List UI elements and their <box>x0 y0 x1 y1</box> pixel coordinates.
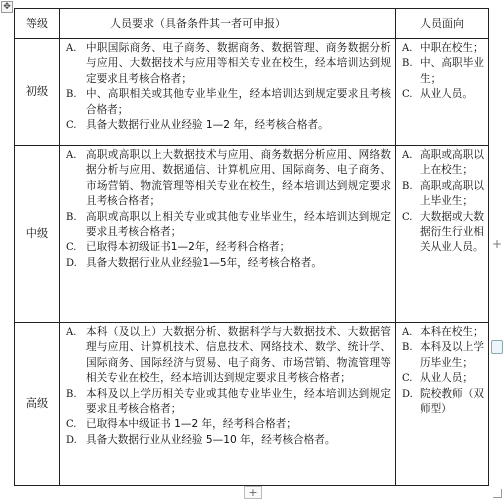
item-label: B. <box>402 342 413 354</box>
audience-cell <box>396 323 489 486</box>
requirement-item <box>66 87 391 118</box>
requirement-cell <box>60 323 396 486</box>
audience-cell <box>396 39 489 146</box>
item-text: 高职或高职以上毕业生； <box>420 179 484 208</box>
item-text: 中、高职毕业生； <box>420 57 484 85</box>
level-cell: 高级 <box>15 323 60 486</box>
item-text: 中、高职相关或其他专业毕业生，经本培训达到规定要求且考核合格者； <box>86 88 391 116</box>
table-move-handle-icon[interactable]: ✥ <box>1 1 13 13</box>
requirement-cell <box>60 39 396 146</box>
requirement-item <box>66 210 391 241</box>
audience-item <box>402 340 484 371</box>
item-label: A. <box>66 150 77 161</box>
item-label: A. <box>66 43 77 54</box>
item-text: 具备大数据行业从业经验 5—10 年，经考核合格者。 <box>86 433 336 446</box>
requirement-item <box>66 41 391 87</box>
item-label: C. <box>66 419 77 431</box>
audience-item <box>402 179 484 210</box>
certificate-level-table <box>14 8 489 486</box>
item-label: A. <box>402 327 413 338</box>
level-cell: 中级 <box>15 146 60 323</box>
requirement-item <box>66 256 391 271</box>
item-text: 已取得本中级证书 1—2 年，经考科合格者； <box>86 418 297 431</box>
header-level: 等级 <box>15 9 60 39</box>
item-label: B. <box>66 211 77 223</box>
item-text: 院校教师（双师型） <box>420 387 484 416</box>
item-label: D. <box>402 388 413 400</box>
item-label: B. <box>402 58 413 70</box>
item-label: C. <box>402 373 413 385</box>
requirement-item <box>66 387 391 418</box>
table-resize-handle-icon[interactable] <box>493 489 502 498</box>
item-text: 本科在校生； <box>420 326 484 338</box>
item-label: A. <box>66 327 77 338</box>
table-row <box>15 146 489 323</box>
item-label: B. <box>66 388 77 400</box>
item-label: C. <box>66 120 77 132</box>
item-text: 高职或高职以上大数据技术与应用、商务数据分析应用、网络数据分析与应用、数据通信、计算机应用、国际商务、电子商务、市场营销、物流管理等相关专业在校生，经本培训达到规定要求且考核合格者； <box>86 149 391 208</box>
level-cell: 初级 <box>15 39 60 146</box>
audience-item <box>402 325 484 340</box>
item-text: 本科及以上学历毕业生； <box>420 341 484 369</box>
requirement-item <box>66 417 391 432</box>
item-text: 中职国际商务、电子商务、数据商务、数据管理、商务数据分析与应用、大数据技术与应用等相关专业在校生，经本培训达到规定要求且考核合格者； <box>86 42 391 85</box>
item-label: C. <box>402 211 413 223</box>
item-text: 本科（及以上）大数据分析、数据科学与大数据技术、大数据管理与应用、计算机技术、信息技术、网络技术、数学、统计学、国际商务、国际经济与贸易、电子商务、市场营销、物流管理等相关专业在校生，经本培训达到规定要求且考核合格者； <box>86 326 391 385</box>
requirement-item <box>66 325 391 387</box>
item-text: 具备大数据行业从业经验1—5年，经考核合格者。 <box>86 256 322 269</box>
item-text: 高职或高职以上在校生； <box>420 149 484 177</box>
item-text: 本科及以上学历相关专业或其他专业毕业生，经本培训达到规定要求且考核合格者； <box>86 387 391 416</box>
requirement-item <box>66 240 391 255</box>
table-header-row <box>15 9 489 39</box>
item-label: D. <box>66 257 77 269</box>
item-text: 大数据或大数据衍生行业相关从业人员。 <box>420 210 484 254</box>
item-label: B. <box>66 89 77 101</box>
item-text: 从业人员。 <box>420 88 473 101</box>
audience-item <box>402 371 484 386</box>
table-row <box>15 323 489 486</box>
item-text: 中职在校生； <box>420 42 484 54</box>
item-label: C. <box>402 89 413 101</box>
audience-cell <box>396 146 489 323</box>
item-label: A. <box>402 150 413 161</box>
item-label: B. <box>402 180 413 192</box>
header-requirement: 人员要求（具备条件其一者可申报） <box>60 9 396 39</box>
add-column-plus-icon[interactable]: + <box>491 237 503 251</box>
paste-options-icon[interactable] <box>491 340 503 354</box>
audience-item <box>402 41 484 56</box>
requirement-cell <box>60 146 396 323</box>
item-label: A. <box>402 43 413 54</box>
item-label: D. <box>66 434 77 446</box>
audience-item <box>402 56 484 87</box>
audience-item <box>402 87 484 102</box>
audience-item <box>402 148 484 179</box>
item-text: 高职或高职以上相关专业或其他专业毕业生，经本培训达到规定要求且考核合格者； <box>86 210 391 239</box>
item-text: 具备大数据行业从业经验 1—2 年，经考核合格者。 <box>86 119 329 132</box>
requirement-item <box>66 433 391 448</box>
table-row <box>15 39 489 146</box>
requirement-item <box>66 148 391 210</box>
item-text: 已取得本初级证书1—2年，经考科合格者； <box>86 241 291 254</box>
item-text: 从业人员； <box>420 372 473 385</box>
requirement-item <box>66 118 391 133</box>
header-audience: 人员面向 <box>396 9 489 39</box>
item-label: C. <box>66 242 77 254</box>
add-row-plus-icon[interactable]: + <box>244 486 262 499</box>
audience-item <box>402 387 484 418</box>
audience-item <box>402 210 484 256</box>
